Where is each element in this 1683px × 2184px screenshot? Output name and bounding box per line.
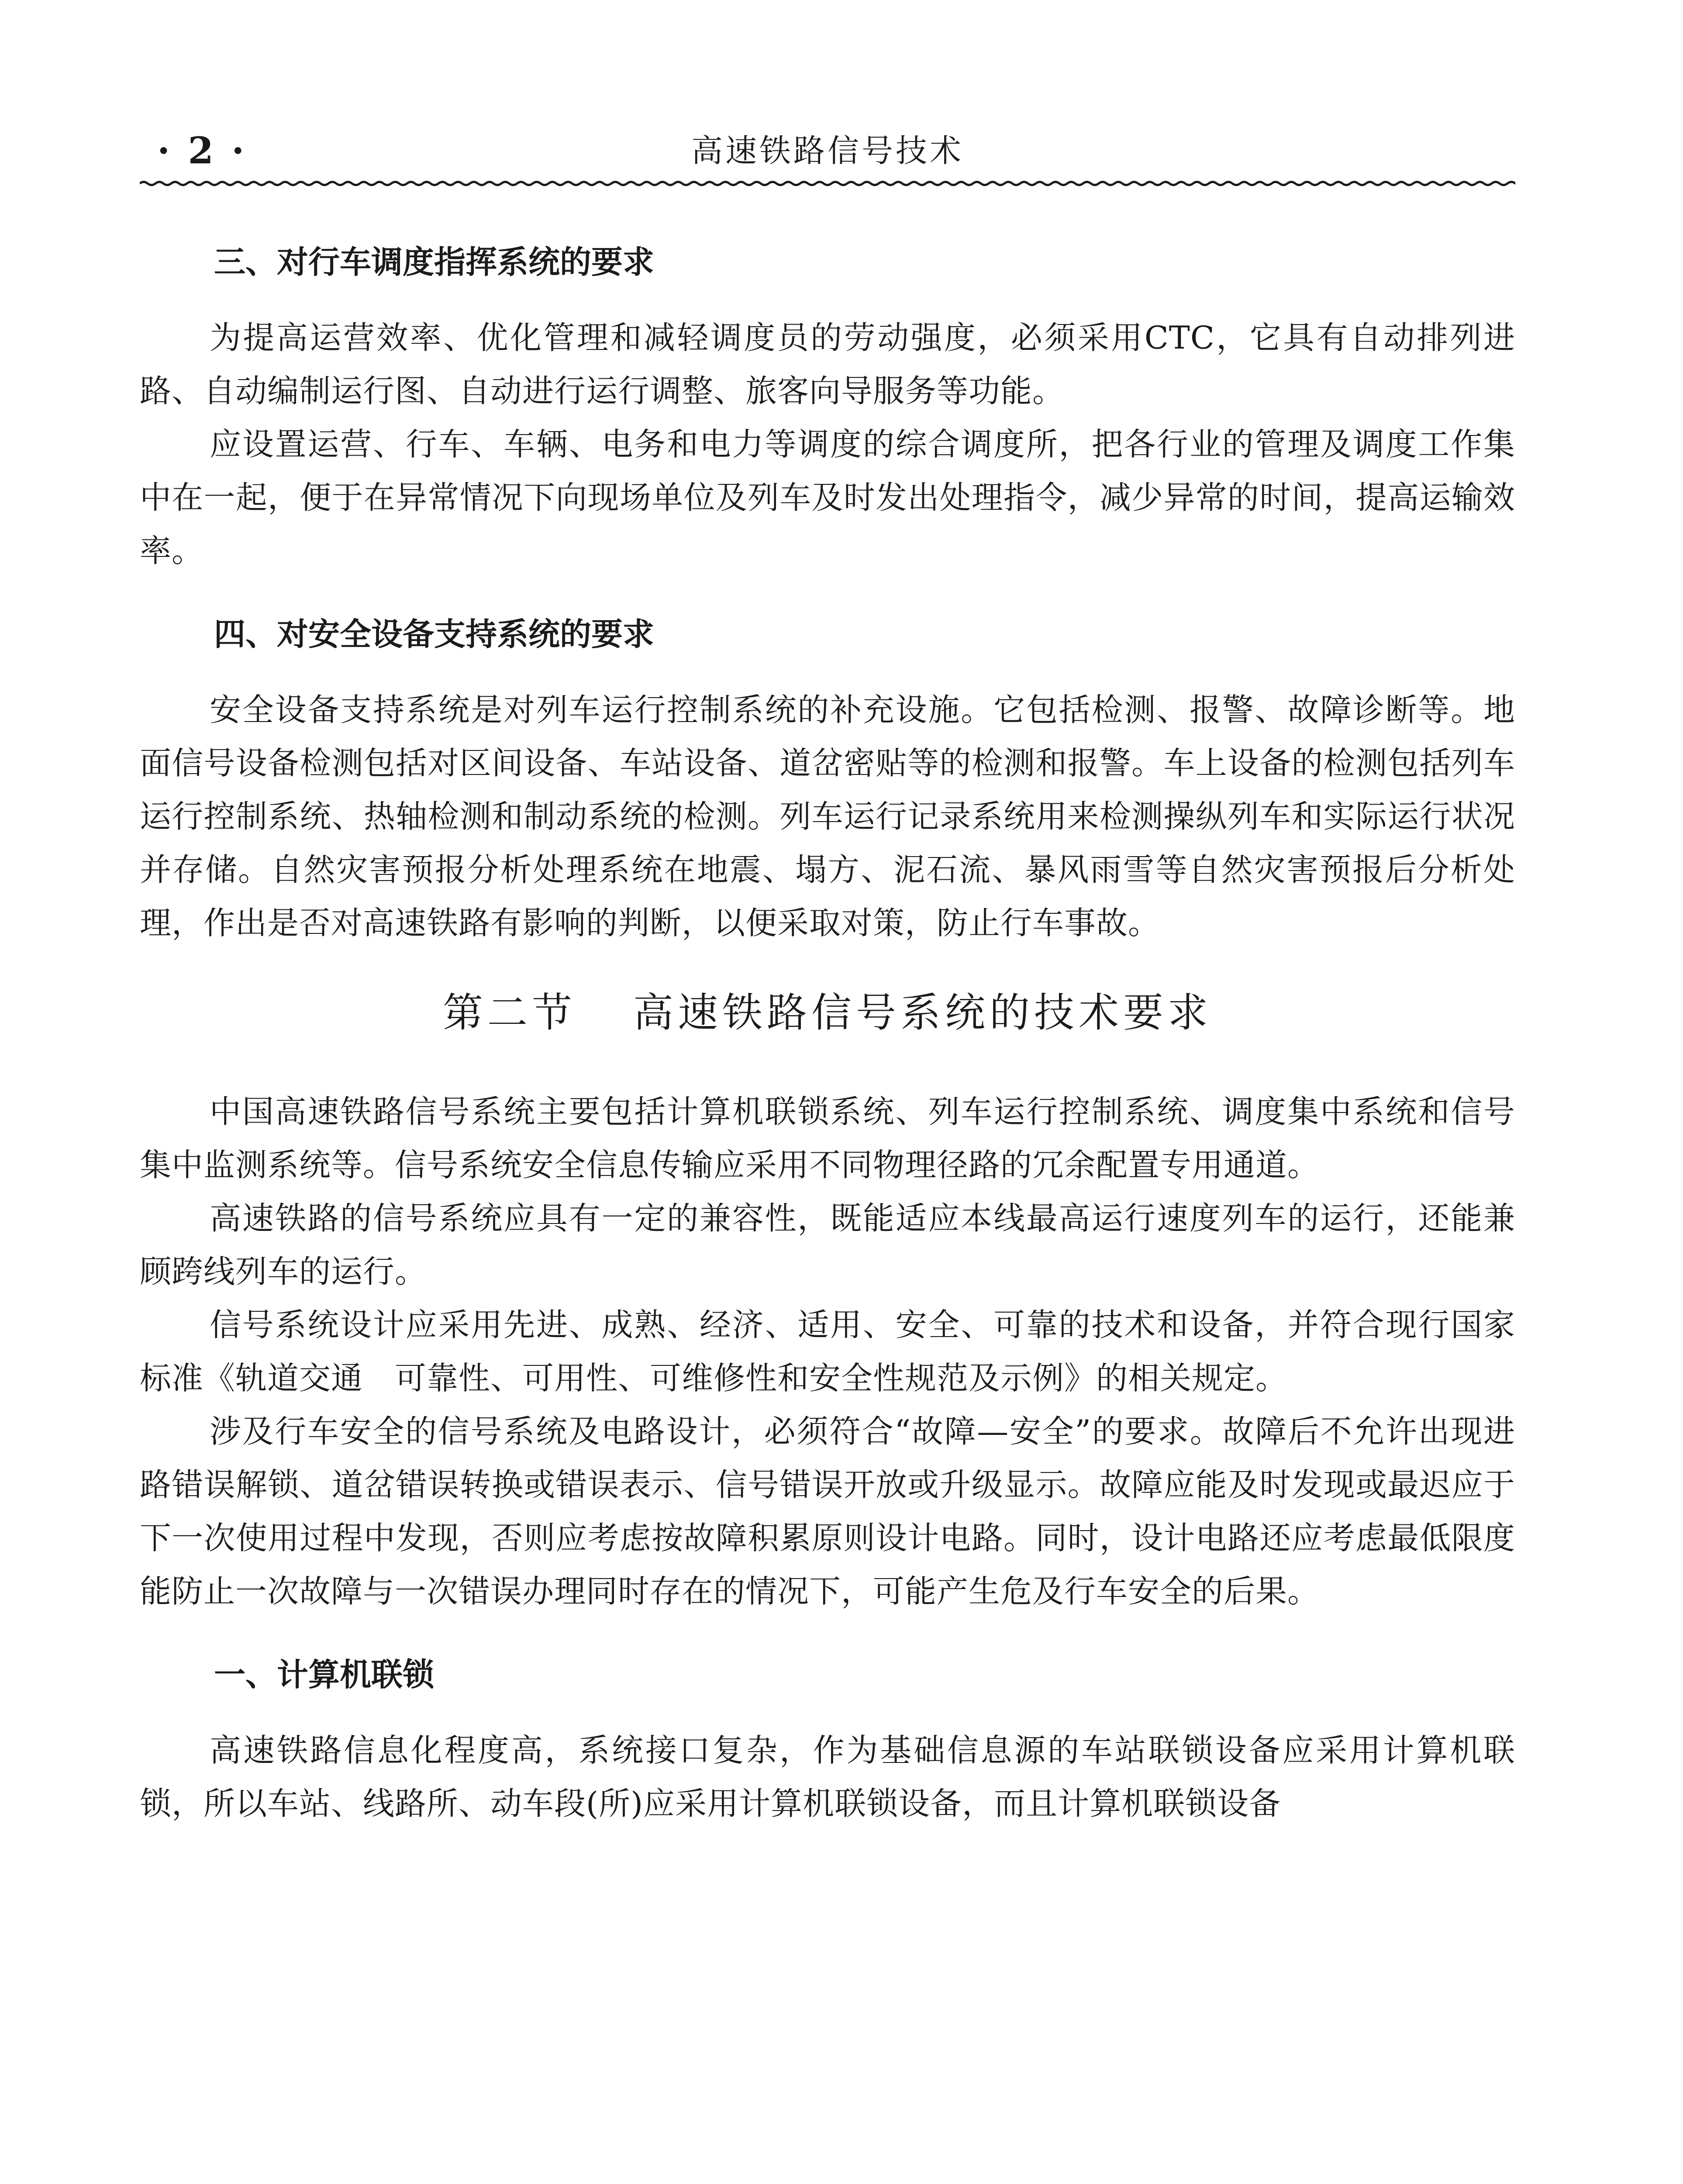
paragraph: 高速铁路信息化程度高，系统接口复杂，作为基础信息源的车站联锁设备应采用计算机联锁，所以车站、线路所、动车段(所)应采用计算机联锁设备，而且计算机联锁设备 — [140, 1732, 1515, 1822]
section-title-text: 高速铁路信号系统的技术要求 — [633, 989, 1213, 1036]
paragraph: 中国高速铁路信号系统主要包括计算机联锁系统、列车运行控制系统、调度集中系统和信号集中监测系统等。信号系统安全信息传输应采用不同物理径路的冗余配置专用通道。 — [140, 1093, 1515, 1183]
paragraph: 为提高运营效率、优化管理和减轻调度员的劳动强度，必须采用CTC，它具有自动排列进路、自动编制运行图、自动进行运行调整、旅客向导服务等功能。 — [140, 319, 1515, 409]
running-title: 高速铁路信号技术 — [691, 132, 964, 169]
section-number: 第二节 — [442, 989, 576, 1036]
paragraph: 涉及行车安全的信号系统及电路设计，必须符合“故障—安全”的要求。故障后不允许出现进路错误解锁、道岔错误转换或错误表示、信号错误开放或升级显示。故障应能及时发现或最迟应于下一次使用过程中发现，否则应考虑按故障积累原则设计电路。同时，设计电路还应考虑最低限度能防止一次故障与一次错误办理同时存在的情况下，可能产生危及行车安全的后果。 — [140, 1413, 1515, 1610]
page-body — [140, 236, 1515, 1830]
subsection-heading-4: 四、对安全设备支持系统的要求 — [214, 616, 655, 653]
paragraph: 安全设备支持系统是对列车运行控制系统的补充设施。它包括检测、报警、故障诊断等。地面信号设备检测包括对区间设备、车站设备、道岔密贴等的检测和报警。车上设备的检测包括列车运行控制系统、热轴检测和制动系统的检测。列车运行记录系统用来检测操纵列车和实际运行状况并存储。自然灾害预报分析处理系统在地震、塌方、泥石流、暴风雨雪等自然灾害预报后分析处理，作出是否对高速铁路有影响的判断，以便采取对策，防止行车事故。 — [140, 691, 1515, 941]
page-header — [140, 127, 1515, 175]
paragraph: 信号系统设计应采用先进、成熟、经济、适用、安全、可靠的技术和设备，并符合现行国家标准《轨道交通 可靠性、可用性、可维修性和安全性规范及示例》的相关规定。 — [140, 1306, 1515, 1396]
header-wavy-rule — [140, 175, 1515, 192]
paragraph: 高速铁路的信号系统应具有一定的兼容性，既能适应本线最高运行速度列车的运行，还能兼顾跨线列车的运行。 — [140, 1200, 1515, 1290]
section-title — [140, 980, 1515, 1046]
subsection-heading-3: 三、对行车调度指挥系统的要求 — [214, 244, 655, 280]
paragraph: 应设置运营、行车、车辆、电务和电力等调度的综合调度所，把各行业的管理及调度工作集中在一起，便于在异常情况下向现场单位及列车及时发出处理指令，减少异常的时间，提高运输效率。 — [140, 426, 1515, 569]
subsection-heading-1: 一、计算机联锁 — [214, 1656, 435, 1693]
page-number: · 2 · — [157, 129, 247, 172]
